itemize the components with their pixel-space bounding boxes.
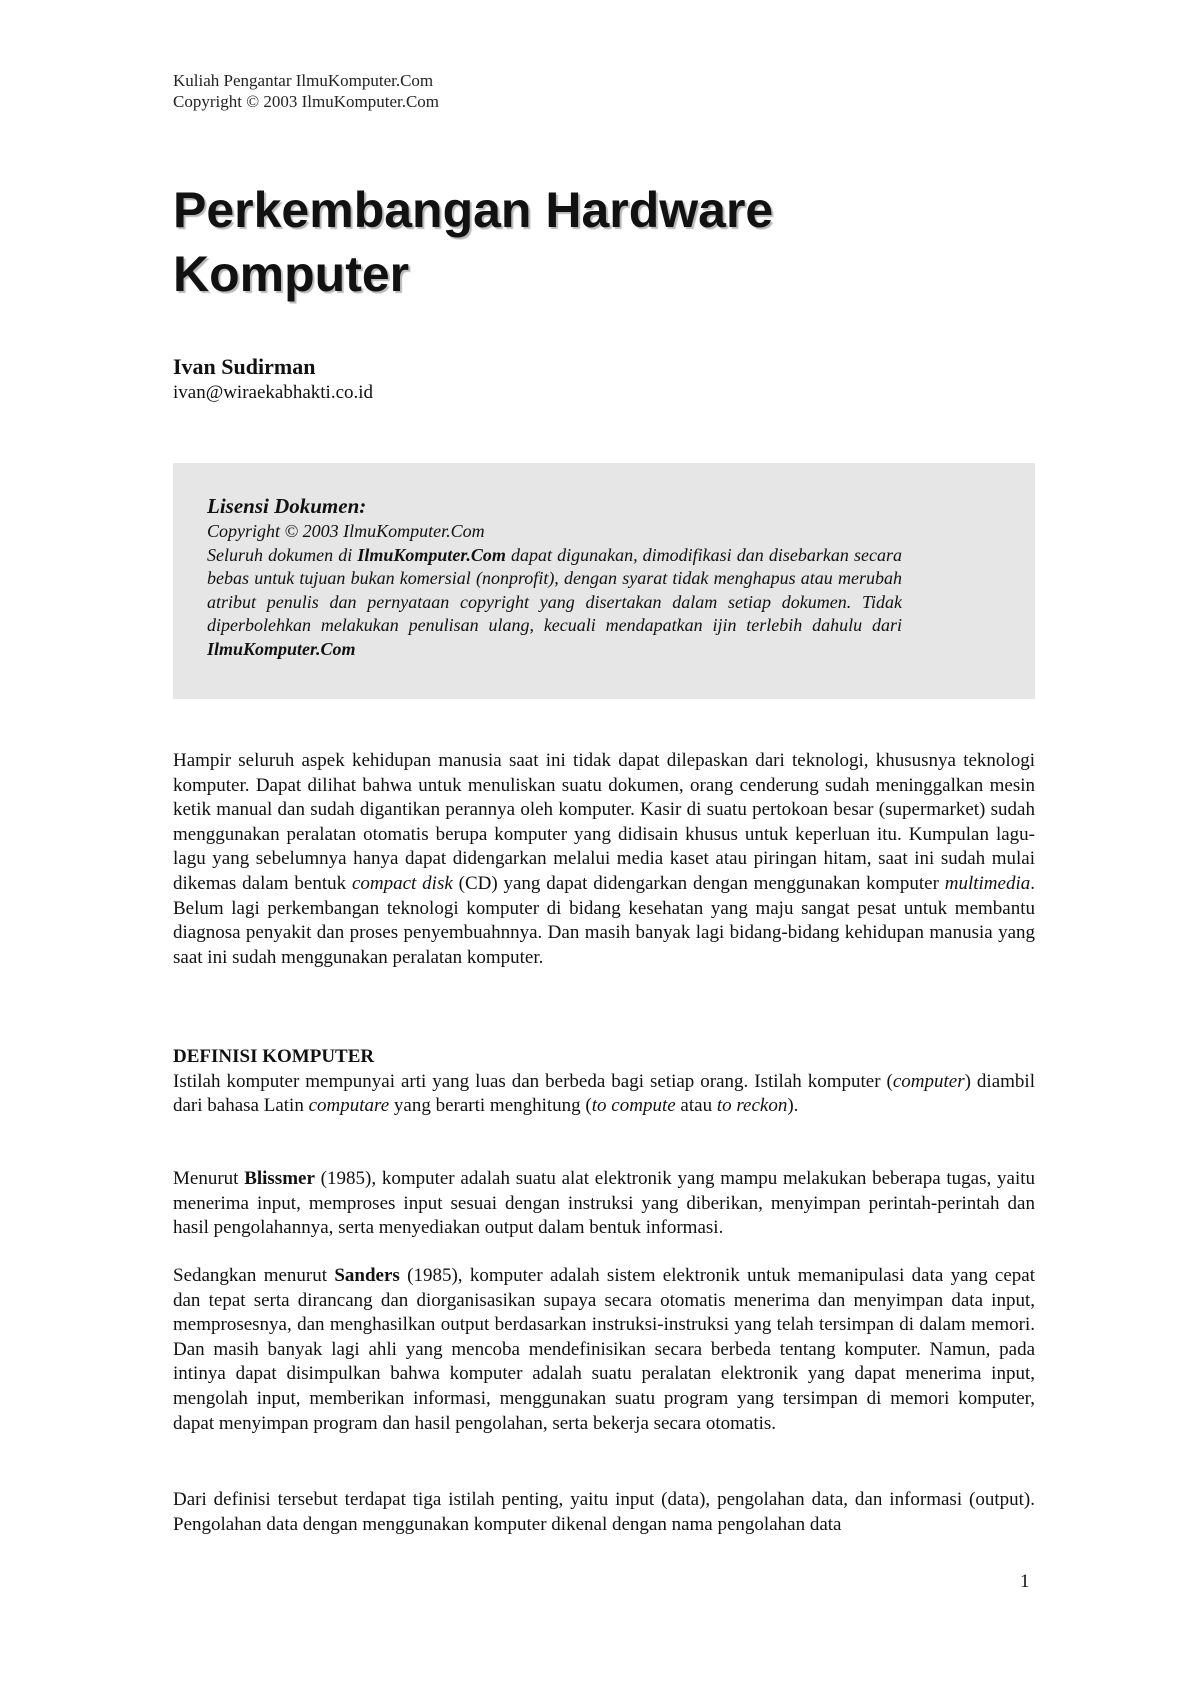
page-header: [173, 70, 1035, 112]
license-text: [207, 544, 902, 662]
intro-text-b: (CD) yang dapat didengarkan dengan menggunakan komputer: [452, 872, 945, 894]
license-copyright: Copyright © 2003 IlmuKomputer.Com: [207, 521, 485, 541]
title-line-2: Komputer: [173, 246, 410, 302]
definition-italic-to-reckon: to reckon: [716, 1095, 788, 1117]
blissmer-text-b: (1985), komputer adalah suatu alat elektronik yang mampu melakukan beberapa tugas, yaitu menerima input, memproses input sesuai dengan instruksi yang diberikan, menyimpan perintah-perintah dan hasil pengolahannya, serta menyediakan output dalam bentuk informasi.: [173, 1168, 1035, 1239]
sanders-text-b: (1985), komputer adalah sistem elektronik untuk memanipulasi data yang cepat dan tepat serta dirancang dan diorganisasikan supaya secara otomatis menerima dan menyimpan data input, memprosesnya, dan menghasilkan output berdasarkan instruksi-instruksi yang telah tersimpan di dalam memori. Dan masih banyak lagi ahli yang mencoba mendefinisikan secara berbeda tentang komputer. Namun, pada intinya dapat disimpulkan bahwa komputer adalah suatu peralatan elektronik yang dapat menerima input, mengolah input, memberikan informasi, menggunakan suatu program yang tersimpan di memori komputer, dapat menyimpan program dan hasil pengolahan, serta bekerja secara otomatis.: [173, 1265, 1035, 1434]
license-site-name-2: IlmuKomputer.Com: [207, 638, 356, 659]
definition-section: [173, 1045, 1035, 1119]
conclusion-text: Dari definisi tersebut terdapat tiga istilah penting, yaitu input (data), pengolahan data, dan informasi (output). Pengolahan data dengan menggunakan komputer dikenal dengan nama pengolahan data: [173, 1489, 1035, 1535]
definition-italic-computer: computer: [892, 1070, 965, 1092]
definition-text-e: ).: [787, 1095, 799, 1117]
intro-paragraph: [173, 749, 1035, 970]
license-site-name: IlmuKomputer.Com: [357, 544, 506, 565]
license-box: [173, 463, 1035, 699]
blissmer-name: Blissmer: [244, 1168, 315, 1189]
intro-italic-multimedia: multimedia: [944, 872, 1031, 894]
definition-italic-to-compute: to compute: [591, 1095, 676, 1117]
definition-text-b: ) diambil dari bahasa Latin: [173, 1070, 1035, 1117]
intro-italic-compact-disk: compact disk: [351, 872, 453, 894]
license-text-b: dapat digunakan, dimodifikasi dan disebarkan secara bebas untuk tujuan bukan komersial (nonprofit), dengan syarat tidak menghapus atau merubah atribut penulis dan pernyataan copyright yang disertakan dalam setiap dokumen. Tidak diperbolehkan melakukan penulisan ulang, kecuali mendapatkan ijin terlebih dahulu dari: [207, 544, 902, 635]
license-content: [207, 493, 902, 661]
intro-text-c: . Belum lagi perkembangan teknologi komputer di bidang kesehatan yang maju sangat pesat untuk membantu diagnosa penyakit dan proses penyembuahnnya. Dan masih banyak lagi bidang-bidang kehidupan manusia yang saat ini sudah menggunakan peralatan komputer.: [173, 872, 1035, 968]
intro-text-a: Hampir seluruh aspek kehidupan manusia saat ini tidak dapat dilepaskan dari teknologi, khususnya teknologi komputer. Dapat dilihat bahwa untuk menuliskan suatu dokumen, orang cenderung sudah meninggalkan mesin ketik manual dan sudah digantikan perannya oleh komputer. Kasir di suatu pertokoan besar (supermarket) sudah menggunakan peralatan otomatis berupa komputer yang didisain khusus untuk keperluan itu. Kumpulan lagu-lagu yang sebelumnya hanya dapat didengarkan melalui media kaset atau piringan hitam, saat ini sudah mulai dikemas dalam bentuk: [173, 750, 1035, 894]
license-heading: Lisensi Dokumen:: [207, 494, 367, 518]
author-block: [173, 353, 1035, 405]
title-line-1: Perkembangan Hardware: [173, 182, 774, 238]
sanders-name: Sanders: [334, 1265, 400, 1286]
header-copyright-line: Copyright © 2003 IlmuKomputer.Com: [173, 92, 440, 111]
license-text-a: Seluruh dokumen di: [207, 544, 358, 565]
sanders-paragraph: [173, 1264, 1035, 1436]
blissmer-text-a: Menurut: [173, 1168, 245, 1189]
author-name: Ivan Sudirman: [173, 354, 316, 379]
page-number: 1: [1020, 1571, 1030, 1592]
definition-text-a: Istilah komputer mempunyai arti yang luas dan berbeda bagi setiap orang. Istilah komputer (: [173, 1070, 893, 1092]
sanders-text-a: Sedangkan menurut: [173, 1265, 335, 1286]
conclusion-paragraph: [173, 1488, 1035, 1537]
definition-text-d: atau: [675, 1095, 717, 1117]
blissmer-paragraph: [173, 1167, 1035, 1241]
document-title: [173, 178, 1035, 306]
definition-paragraph: [173, 1070, 1035, 1119]
section-heading: DEFINISI KOMPUTER: [173, 1046, 375, 1067]
definition-text-c: yang berarti menghitung (: [389, 1095, 592, 1117]
author-email: ivan@wiraekabhakti.co.id: [173, 382, 374, 403]
header-course-line: Kuliah Pengantar IlmuKomputer.Com: [173, 71, 434, 90]
definition-italic-computare: computare: [308, 1095, 390, 1117]
